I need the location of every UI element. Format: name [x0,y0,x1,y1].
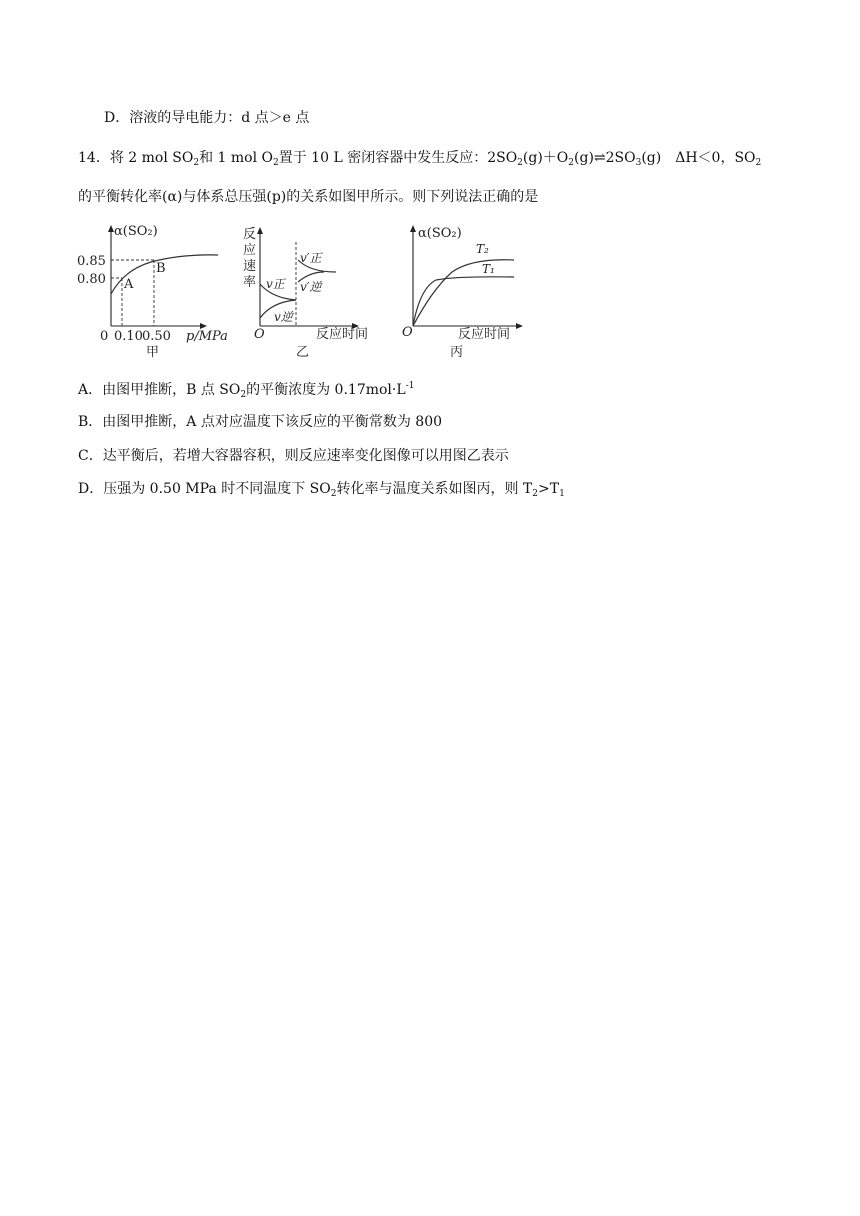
yi-label-v-rev-prime: v′逆 [300,280,322,294]
figure-bing-svg [402,222,532,362]
bing-curve-t2 [413,260,514,326]
option-c: C．达平衡后，若增大容器容积，则反应速率变化图像可以用图乙表示 [78,448,509,464]
jia-point-b: B [156,261,166,276]
yi-label-v-fwd: v正 [266,277,285,291]
jia-caption: 甲 [146,345,160,360]
bing-x-arrow [516,323,523,329]
jia-xlabel: p/MPa [186,329,228,344]
bing-origin: O [402,325,413,340]
jia-point-a: A [124,277,134,292]
bing-ylabel: α(SO₂) [418,226,462,241]
yi-caption: 乙 [296,345,310,360]
previous-option-d: D．溶液的导电能力：d 点＞e 点 [104,110,310,126]
question-number: 14． [78,150,110,166]
yi-label-v-fwd-prime: v′正 [300,251,322,265]
option-a: A．由图甲推断，B 点 $SO_2$的平衡浓度为 $0.17mol\cdot L^{-1}$ [78,381,415,400]
jia-xtick-0: 0 [100,329,109,344]
yi-xlabel: 反应时间 [316,327,369,342]
yi-origin: O [254,327,265,342]
bing-label-t1: T₁ [482,262,495,276]
figure-yi-svg [240,222,380,362]
yi-ylabel-2: 应 [243,243,257,258]
jia-xtick-010: 0.10 [114,329,143,344]
option-b: B．由图甲推断，A 点对应温度下该反应的平衡常数为 800 [78,414,443,430]
yi-ylabel-4: 率 [243,275,257,290]
bing-xlabel: 反应时间 [458,327,511,342]
question-14-line-1: 14．将 2 mol $SO_2$和 1 mol $O_2$置于 10 L 密闭容器中发生反应：$2SO_2(g)+O_2(g)\rightleftharpoons 2SO_3(g)$ ΔH＜0，$SO_2$ [78,150,762,168]
option-d: D．压强为 0.50 MPa 时不同温度下 $SO_2$转化率与温度关系如图丙，则 $T_2>T_1$ [78,481,565,499]
yi-ylabel-3: 速 [243,259,257,274]
figure-jia [76,222,246,366]
bing-caption: 丙 [450,345,464,360]
jia-xtick-050: 0.50 [142,329,171,344]
bing-label-t2: T₂ [476,242,489,256]
figure-bing [402,222,532,366]
figure-jia-svg [76,222,246,362]
question-14-line-2: 的平衡转化率(α)与体系总压强(p)的关系如图甲所示。则下列说法正确的是 [78,189,539,205]
jia-ylabel: α(SO₂) [114,224,158,239]
jia-ytick-080: 0.80 [77,272,106,287]
yi-label-v-rev: v逆 [274,310,293,324]
jia-ytick-085: 0.85 [77,254,106,269]
yi-ylabel-1: 反 [243,227,257,242]
bing-y-arrow [410,225,416,232]
yi-y-arrow [257,227,263,234]
figure-yi [240,222,380,366]
